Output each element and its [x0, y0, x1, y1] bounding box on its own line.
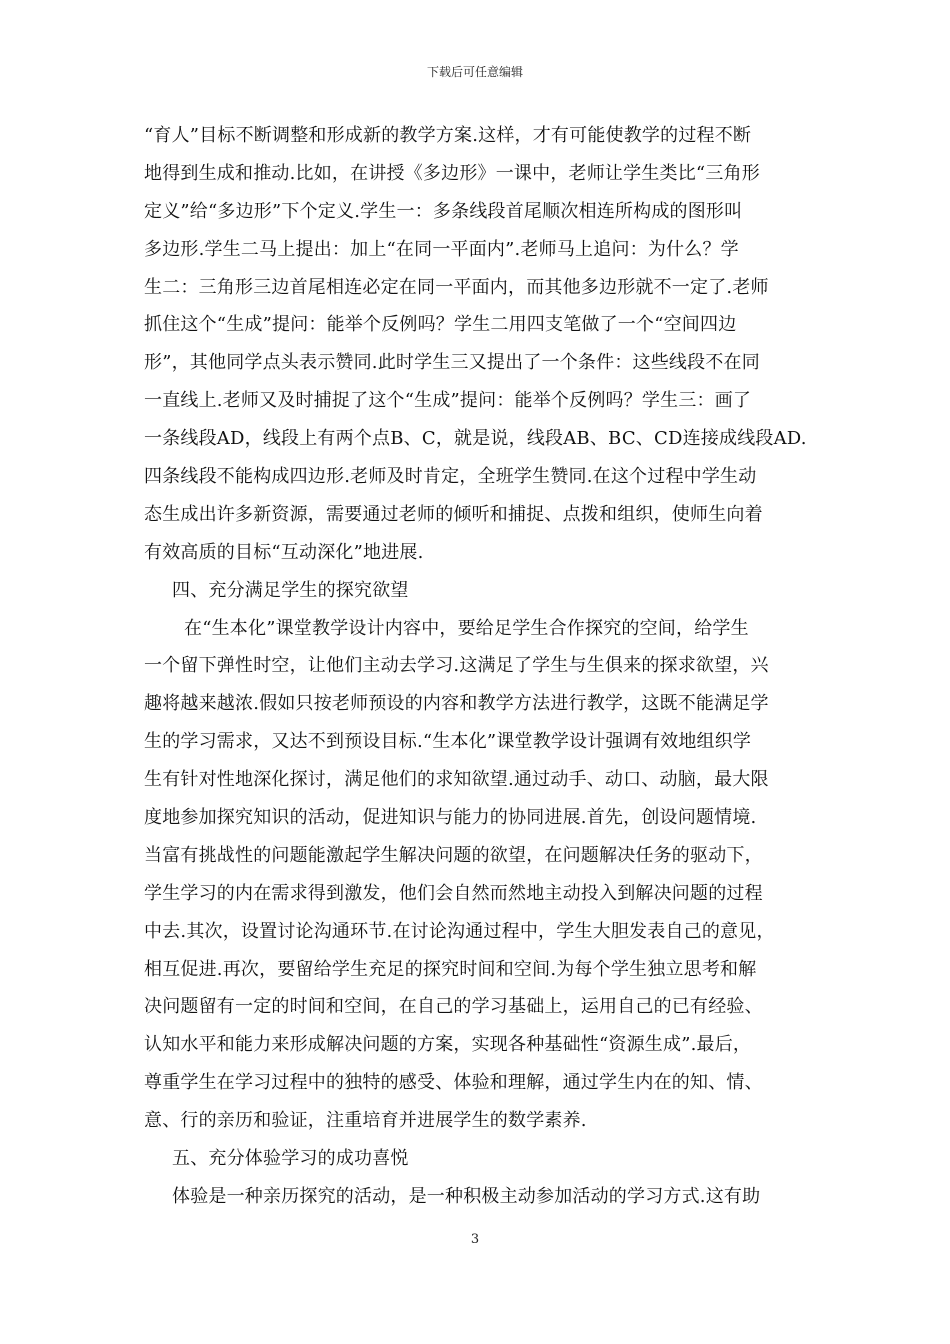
section-heading-5: 五、充分体验学习的成功喜悦 — [172, 1148, 409, 1170]
paragraph-start-line: 体验是一种亲历探究的活动，是一种积极主动参加活动的学习方式.这有助 — [172, 1185, 761, 1207]
page-number: 3 — [470, 1232, 480, 1247]
body-line: 多边形.学生二马上提出：加上“在同一平面内”.老师马上追问：为什么？学 — [144, 238, 739, 260]
body-line: 学生学习的内在需求得到激发，他们会自然而然地主动投入到解决问题的过程 — [144, 882, 763, 904]
page-header: 下载后可任意编辑 — [426, 65, 523, 79]
body-line: 相互促进.再次，要留给学生充足的探究时间和空间.为每个学生独立思考和解 — [144, 958, 757, 980]
body-line: 定义”给“多边形”下个定义.学生一：多条线段首尾顺次相连所构成的图形叫 — [144, 200, 743, 222]
body-line: 抓住这个“生成”提问：能举个反例吗？学生二用四支笔做了一个“空间四边 — [144, 314, 737, 336]
body-line: 当富有挑战性的问题能激起学生解决问题的欲望，在问题解决任务的驱动下， — [144, 844, 763, 866]
body-line: 态生成出许多新资源，需要通过老师的倾听和捕捉、点拨和组织，使师生向着 — [144, 503, 763, 525]
body-line: 生有针对性地深化探讨，满足他们的求知欲望.通过动手、动口、动脑，最大限 — [144, 769, 769, 791]
body-line: 生的学习需求，又达不到预设目标.“生本化”课堂教学设计强调有效地组织学 — [144, 731, 752, 753]
body-line: 一条线段AD，线段上有两个点B、C，就是说，线段AB、BC、CD连接成线段AD. — [144, 428, 807, 450]
body-line: 趣将越来越浓.假如只按老师预设的内容和教学方法进行教学，这既不能满足学 — [144, 693, 769, 715]
body-line: 尊重学生在学习过程中的独特的感受、体验和理解，通过学生内在的知、情、 — [144, 1072, 763, 1094]
body-line: 有效高质的目标“互动深化”地进展. — [144, 541, 424, 563]
body-line: 一直线上.老师又及时捕捉了这个“生成”提问：能举个反例吗？学生三：画了 — [144, 390, 752, 412]
document-body — [144, 117, 809, 1216]
body-line: 认知水平和能力来形成解决问题的方案，实现各种基础性“资源生成”.最后， — [144, 1034, 752, 1056]
body-line: “育人”目标不断调整和形成新的教学方案.这样，才有可能使教学的过程不断 — [144, 125, 752, 146]
body-line: 生二：三角形三边首尾相连必定在同一平面内，而其他多边形就不一定了.老师 — [144, 276, 769, 298]
body-line: 一个留下弹性时空，让他们主动去学习.这满足了学生与生俱来的探求欲望，兴 — [144, 655, 769, 677]
body-line: 中去.其次，设置讨论沟通环节.在讨论沟通过程中，学生大胆发表自己的意见， — [144, 920, 775, 942]
body-line: 意、行的亲历和验证，注重培育并进展学生的数学素养. — [144, 1110, 587, 1132]
body-line: 四条线段不能构成四边形.老师及时肯定，全班学生赞同.在这个过程中学生动 — [144, 466, 757, 488]
section-heading-4: 四、充分满足学生的探究欲望 — [172, 579, 409, 601]
body-line: 决问题留有一定的时间和空间，在自己的学习基础上，运用自己的已有经验、 — [144, 996, 763, 1018]
body-line: 度地参加探究知识的活动，促进知识与能力的协同进展.首先，创设问题情境. — [144, 807, 757, 829]
body-line: 地得到生成和推动.比如，在讲授《多边形》一课中，老师让学生类比“三角形 — [144, 162, 760, 184]
body-line: 形”，其他同学点头表示赞同.此时学生三又提出了一个条件：这些线段不在同 — [144, 352, 760, 374]
paragraph-start-line: 在“生本化”课堂教学设计内容中，要给足学生合作探究的空间，给学生 — [184, 617, 749, 639]
